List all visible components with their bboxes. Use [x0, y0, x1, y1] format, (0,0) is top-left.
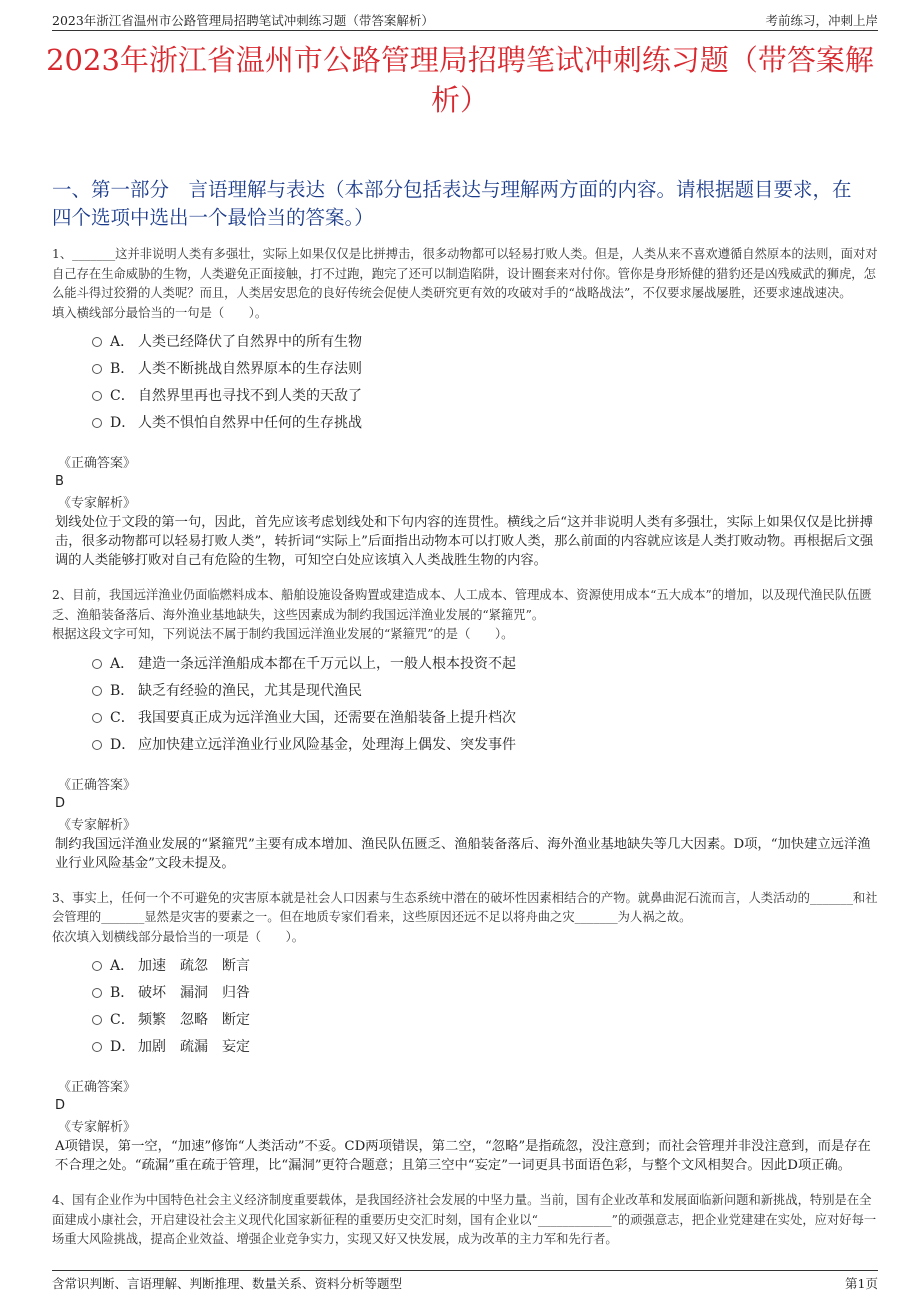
option-text: 自然界里再也寻找不到人类的天敌了: [138, 388, 362, 404]
option-letter: D．: [110, 1039, 136, 1055]
option-letter: C．: [110, 709, 135, 726]
option-text: 缺乏有经验的渔民，尤其是现代渔民: [138, 682, 362, 699]
analysis-label: 《专家解析》: [58, 817, 137, 833]
radio-icon[interactable]: [92, 659, 102, 669]
question-prompt: 依次填入划横线部分最恰当的一项是（ ）。: [52, 929, 305, 944]
answer-value: D: [55, 1098, 66, 1113]
option-letter: C．: [110, 388, 135, 404]
header-left-text: 2023年浙江省温州市公路管理局招聘笔试冲刺练习题（带答案解析）: [52, 13, 434, 28]
answer-label: 《正确答案》: [58, 456, 137, 471]
option-a[interactable]: [92, 953, 878, 980]
question-4: [52, 1191, 878, 1250]
option-d[interactable]: [92, 410, 878, 437]
option-letter: C．: [110, 1012, 135, 1028]
option-text: 我国要真正成为远洋渔业大国，还需要在渔船装备上提升档次: [138, 709, 516, 726]
option-b[interactable]: [92, 678, 878, 705]
analysis-text: 制约我国远洋渔业发展的“紧箍咒”主要有成本增加、渔民队伍匮乏、渔船装备落后、海外渔业基地缺失等几大因素。D项，“加快建立远洋渔业行业风险基金”文段未提及。: [55, 836, 871, 871]
question-1: [52, 245, 878, 570]
option-d[interactable]: [92, 732, 878, 759]
question-prompt: 根据这段文字可知，下列说法不属于制约我国远洋渔业发展的“紧箍咒”的是（ ）。: [52, 627, 514, 641]
option-text: 频繁 忽略 断定: [138, 1012, 250, 1028]
question-stem: 4、国有企业作为中国特色社会主义经济制度重要载体，是我国经济社会发展的中坚力量。当前，国有企业改革和发展面临新问题和新挑战，特别是在全面建成小康社会，开启建设社会主义现代化国家新征程的重要历史交汇时刻，国有企业以“____________”的顽强意志，把企业党建建在实处，应对好每一场重大风险挑战，提高企业效益、增强企业竞争实力，实现又好又快发展，成为改革的主力军和先行者。: [52, 1193, 877, 1246]
option-b[interactable]: [92, 980, 878, 1007]
answer-label: 《正确答案》: [58, 777, 137, 793]
question-stem: 3、事实上，任何一个不可避免的灾害原本就是社会人口因素与生态系统中潜在的破坏性因素相结合的产物。就鼻曲泥石流而言，人类活动的_______和社会管理的_______显然是灾害的要素之一。但在地质专家们看来，这些原因还远不足以将舟曲之灾_______为人祸之故。: [52, 890, 878, 924]
radio-icon[interactable]: [92, 961, 102, 971]
answer-value: D: [55, 795, 66, 811]
page-header: [52, 8, 878, 31]
option-letter: D．: [110, 415, 136, 431]
option-list: [92, 651, 878, 759]
radio-icon[interactable]: [92, 391, 102, 401]
option-a[interactable]: [92, 329, 878, 356]
radio-icon[interactable]: [92, 740, 102, 750]
page-number: 第1页: [845, 1276, 878, 1291]
footer-left-text: 含常识判断、言语理解、判断推理、数量关系、资料分析等题型: [52, 1276, 403, 1291]
analysis-label: 《专家解析》: [58, 1120, 137, 1135]
option-c[interactable]: [92, 383, 878, 410]
page-title: 2023年浙江省温州市公路管理局招聘笔试冲刺练习题（带答案解析）: [46, 43, 874, 117]
option-text: 建造一条远洋渔船成本都在千万元以上，一般人根本投资不起: [138, 655, 516, 672]
option-b[interactable]: [92, 356, 878, 383]
option-text: 人类不惧怕自然界中任何的生存挑战: [138, 415, 362, 431]
option-text: 加速 疏忽 断言: [138, 958, 250, 974]
header-right-text: 考前练习，冲刺上岸: [765, 13, 878, 28]
option-letter: B．: [110, 682, 135, 699]
option-text: 应加快建立远洋渔业行业风险基金，处理海上偶发、突发事件: [138, 736, 516, 753]
option-letter: D．: [110, 736, 136, 753]
radio-icon[interactable]: [92, 337, 102, 347]
option-c[interactable]: [92, 1007, 878, 1034]
questions-container: [52, 245, 878, 1250]
option-letter: A．: [110, 958, 135, 974]
option-c[interactable]: [92, 705, 878, 732]
option-letter: B．: [110, 985, 135, 1001]
question-3: [52, 889, 878, 1176]
analysis-text: A项错误，第一空，“加速”修饰“人类活动”不妥。CD两项错误，第二空，“忽略”是指疏忽，没注意到；而社会管理并非没注意到，而是存在不合理之处。“疏漏”重在疏于管理，比“漏洞”更符合题意；且第三空中“妄定”一词更具书面语色彩，与整个文风相契合。因此D项正确。: [55, 1139, 871, 1173]
option-a[interactable]: [92, 651, 878, 678]
question-prompt: 填入横线部分最恰当的一句是（ ）。: [52, 305, 268, 320]
radio-icon[interactable]: [92, 686, 102, 696]
answer-value: B: [55, 474, 64, 489]
radio-icon[interactable]: [92, 1042, 102, 1052]
answer-label: 《正确答案》: [58, 1080, 137, 1095]
option-list: [92, 953, 878, 1061]
question-2: [52, 586, 878, 873]
option-d[interactable]: [92, 1034, 878, 1061]
option-text: 人类已经降伏了自然界中的所有生物: [138, 334, 362, 350]
option-letter: A．: [110, 334, 135, 350]
radio-icon[interactable]: [92, 1015, 102, 1025]
option-letter: B．: [110, 361, 135, 377]
option-text: 破坏 漏洞 归咎: [138, 985, 250, 1001]
analysis-text: 划线处位于文段的第一句，因此，首先应该考虑划线处和下句内容的连贯性。横线之后“这并非说明人类有多强壮，实际上如果仅仅是比拼搏击，很多动物都可以轻易打败人类”，转折词“实际上”后面指出动物本可以打败人类，那么前面的内容就应该是人类打败动物。再根据后文强调的人类能够打败对自己有危险的生物，可知空白处应该填入人类战胜生物的内容。: [55, 515, 874, 568]
radio-icon[interactable]: [92, 713, 102, 723]
option-text: 人类不断挑战自然界原本的生存法则: [138, 361, 362, 377]
radio-icon[interactable]: [92, 364, 102, 374]
option-letter: A．: [110, 655, 135, 672]
radio-icon[interactable]: [92, 988, 102, 998]
analysis-label: 《专家解析》: [58, 496, 137, 511]
option-text: 加剧 疏漏 妄定: [138, 1039, 250, 1055]
page-footer: [52, 1270, 878, 1293]
question-stem: 2、目前，我国远洋渔业仍面临燃料成本、船舶设施设备购置或建造成本、人工成本、管理成本、资源使用成本“五大成本”的增加，以及现代渔民队伍匮乏、渔船装备落后、海外渔业基地缺失，这些因素成为制约我国远洋渔业发展的“紧箍咒”。: [52, 588, 872, 622]
question-stem: 1、_______这并非说明人类有多强壮，实际上如果仅仅是比拼搏击，很多动物都可以轻易打败人类。但是，人类从来不喜欢遵循自然原本的法则，面对对自己存在生命威胁的生物，人类避免正面接触，打不过跑，跑完了还可以制造陷阱，设计圈套来对付你。管你是身形矫健的猎豹还是凶残威武的狮虎，怎么能斗得过狡猾的人类呢？而且，人类居安思危的良好传统会促使人类研究更有效的攻破对手的“战略战法”，不仅要求屡战屡胜，还要求速战速决。: [52, 247, 878, 300]
radio-icon[interactable]: [92, 418, 102, 428]
section-heading: 一、第一部分 言语理解与表达（本部分包括表达与理解两方面的内容。请根据题目要求，在四个选项中选出一个最恰当的答案。）: [52, 178, 852, 229]
option-list: [92, 329, 878, 437]
